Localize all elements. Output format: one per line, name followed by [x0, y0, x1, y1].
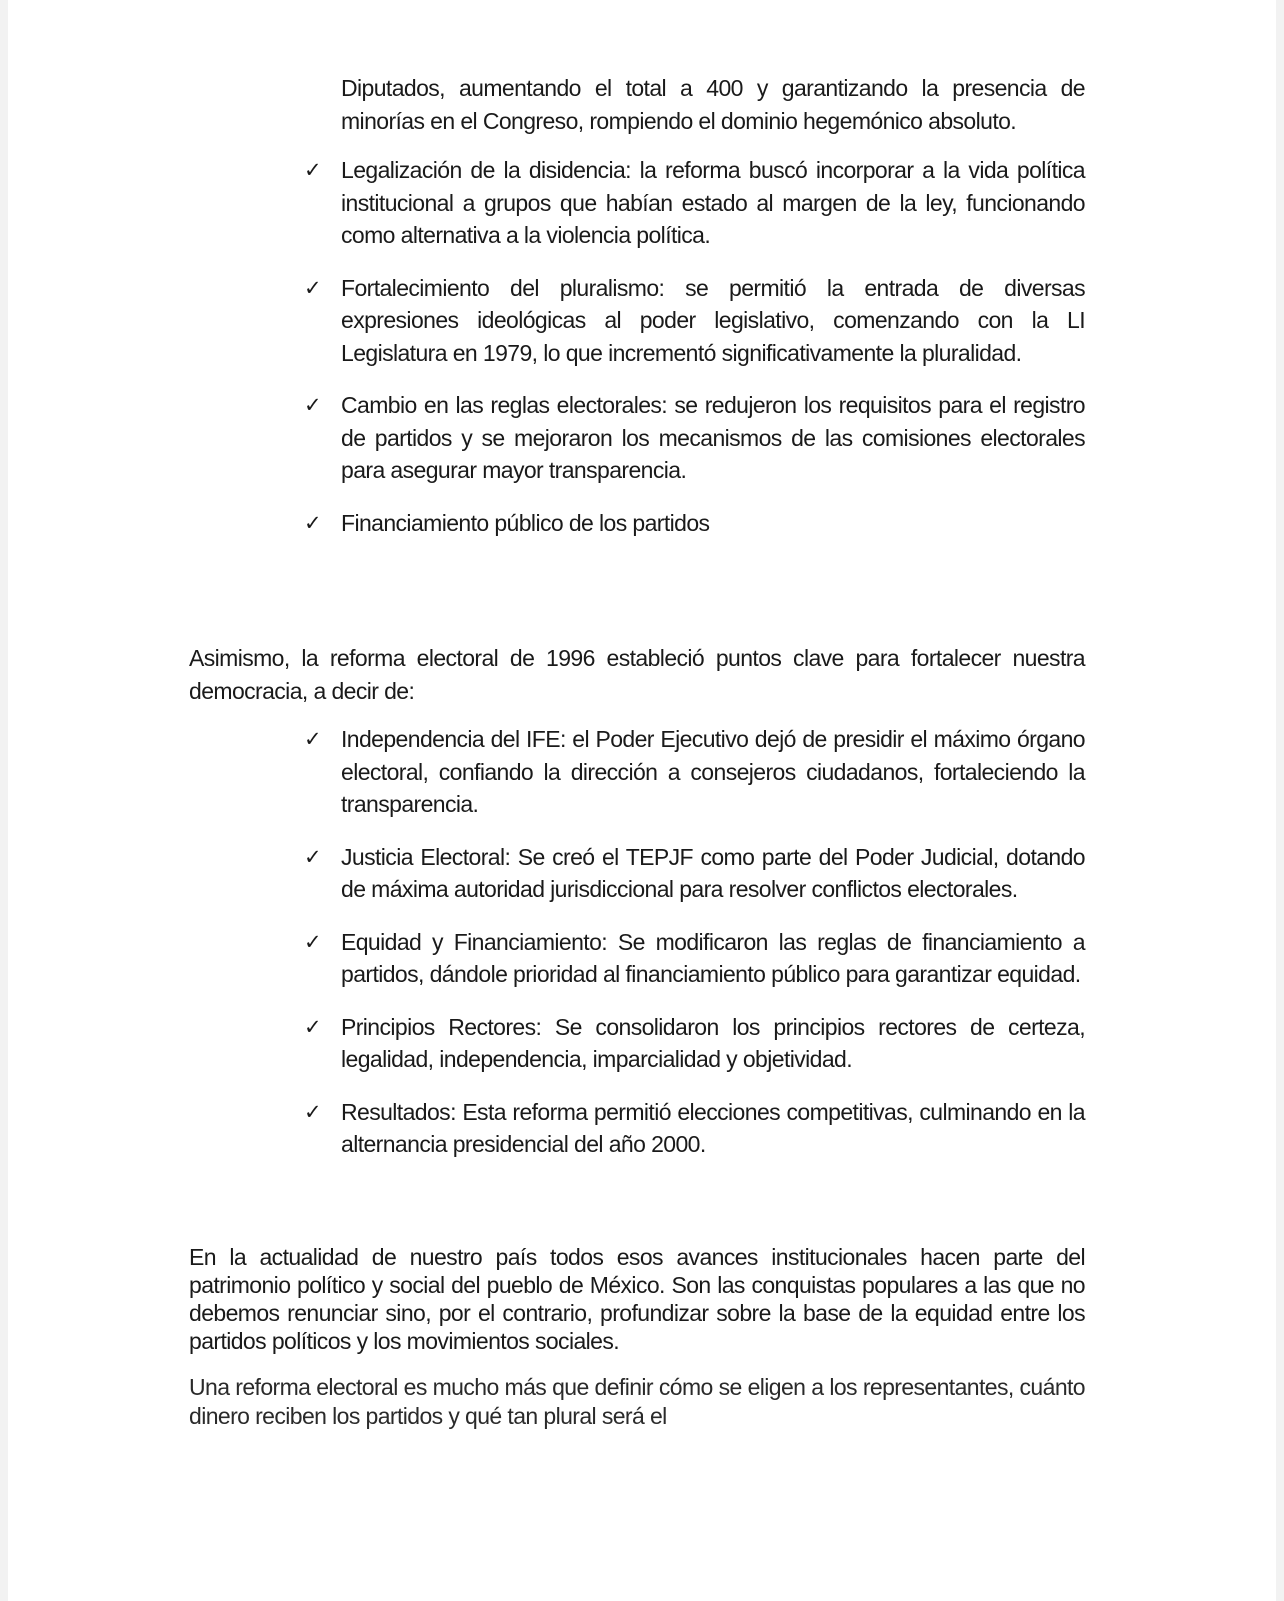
paragraph-current-state: En la actualidad de nuestro país todos esos avances institucionales hacen parte del patrimonio político y social del pueblo de México. Son las conquistas populares a las que no debemos renunciar sino, por el contrario, profundizar sobre la base de la equidad entre los partidos políticos y los movimientos sociales.	[189, 1244, 1085, 1354]
list-item-text: Justicia Electoral: Se creó el TEPJF como parte del Poder Judicial, dotando de máxima autoridad jurisdiccional para resolver conflictos electorales.	[341, 843, 1085, 902]
list-item-text: Financiamiento público de los partidos	[341, 509, 710, 536]
list-item	[298, 723, 1085, 821]
check-icon: ✓	[304, 393, 321, 417]
continuation-paragraph: Diputados, aumentando el total a 400 y garantizando la presencia de minorías en el Congreso, rompiendo el dominio hegemónico absoluto.	[341, 75, 1085, 134]
check-icon: ✓	[304, 1014, 321, 1039]
list-item-text: Fortalecimiento del pluralismo: se permitió la entrada de diversas expresiones ideológicas al poder legislativo, comenzando con la LI Legislatura en 1979, lo que incrementó significativamente la pluralidad.	[341, 274, 1085, 366]
list-item	[298, 926, 1085, 991]
list-item-text: Cambio en las reglas electorales: se redujeron los requisitos para el registro de partidos y se mejoraron los mecanismos de las comisiones electorales para asegurar mayor transparencia.	[341, 392, 1085, 483]
list-item	[298, 1011, 1085, 1076]
list-item-text: Equidad y Financiamiento: Se modificaron las reglas de financiamiento a partidos, dándole prioridad al financiamiento público para garantizar equidad.	[341, 928, 1085, 987]
document-page	[8, 0, 1276, 1601]
list-item	[298, 389, 1085, 487]
list-item-text: Legalización de la disidencia: la reforma buscó incorporar a la vida política institucional a grupos que habían estado al margen de la ley, funcionando como alternativa a la violencia política.	[341, 157, 1085, 248]
check-icon: ✓	[304, 727, 321, 751]
check-icon: ✓	[304, 844, 321, 869]
check-icon: ✓	[304, 275, 321, 300]
list-item	[298, 272, 1085, 370]
list-item	[298, 1096, 1085, 1161]
list-item	[298, 841, 1085, 906]
list-item	[298, 154, 1085, 252]
check-icon: ✓	[304, 1099, 321, 1124]
list-item-text: Resultados: Esta reforma permitió elecciones competitivas, culminando en la alternancia presidencial del año 2000.	[341, 1098, 1085, 1157]
checklist-1996-reform	[298, 723, 1085, 1181]
check-icon: ✓	[304, 929, 321, 954]
list-item	[298, 507, 1085, 540]
paragraph-reform-definition: Una reforma electoral es mucho más que definir cómo se eligen a los representantes, cuánto dinero reciben los partidos y qué tan plural será el	[189, 1374, 1085, 1429]
check-icon: ✓	[304, 510, 321, 535]
list-item-text: Principios Rectores: Se consolidaron los principios rectores de certeza, legalidad, independencia, imparcialidad y objetividad.	[341, 1013, 1085, 1072]
list-item-text: Independencia del IFE: el Poder Ejecutivo dejó de presidir el máximo órgano electoral, confiando la dirección a consejeros ciudadanos, fortaleciendo la transparencia.	[341, 726, 1085, 817]
check-icon: ✓	[304, 158, 321, 182]
checklist-1977-reform	[298, 154, 1085, 559]
paragraph-1996-reform-intro: Asimismo, la reforma electoral de 1996 estableció puntos clave para fortalecer nuestra democracia, a decir de:	[189, 645, 1085, 704]
